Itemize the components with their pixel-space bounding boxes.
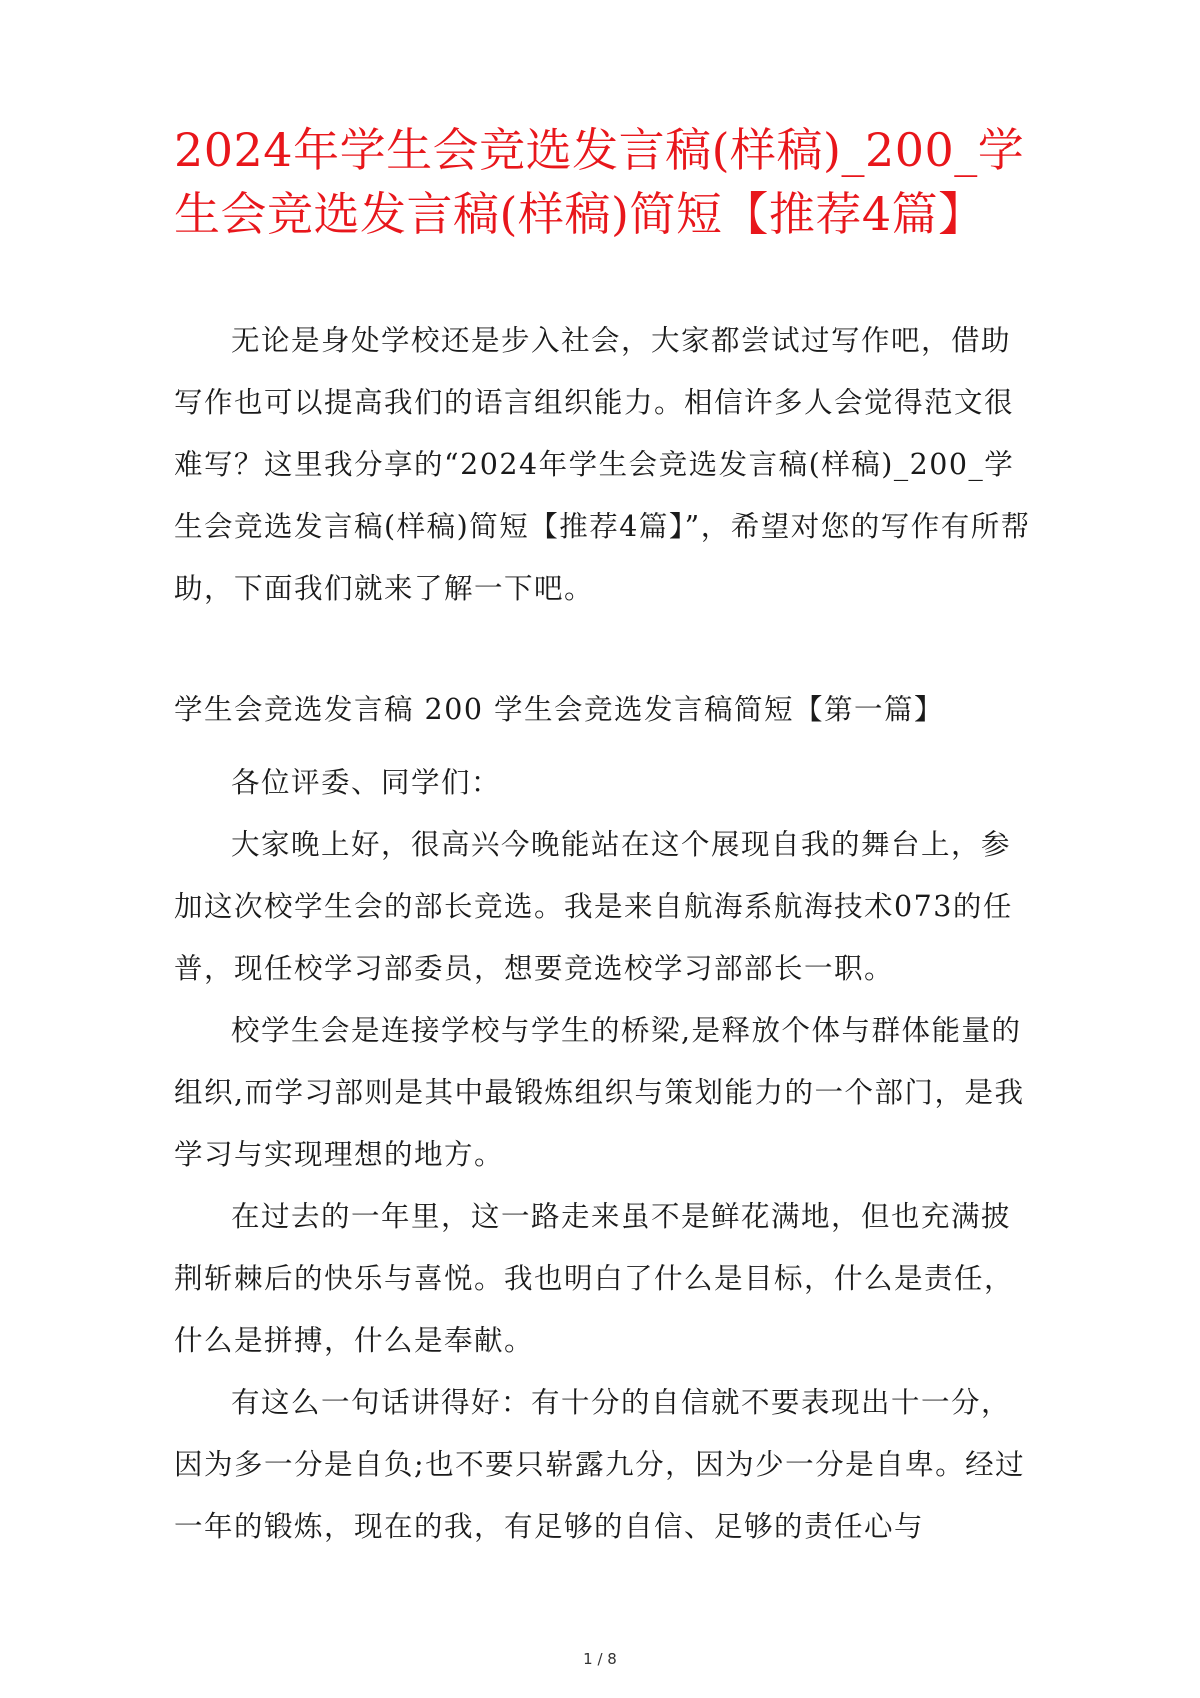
salutation-paragraph: 各位评委、同学们：: [231, 766, 502, 799]
section-heading: 学生会竞选发言稿 200 学生会竞选发言稿简短【第一篇】: [174, 693, 945, 726]
body-paragraph: 校学生会是连接学校与学生的桥梁,是释放个体与群体能量的组织,而学习部则是其中最锻炼组织与策划能力的一个部门，是我学习与实现理想的地方。: [174, 1014, 1025, 1171]
intro-paragraph: 无论是身处学校还是步入社会，大家都尝试过写作吧，借助写作也可以提高我们的语言组织能力。相信许多人会觉得范文很难写？这里我分享的“2024年学生会竞选发言稿(样稿)_200_学生会竞选发言稿(样稿)简短【推荐4篇】”，希望对您的写作有所帮助，下面我们就来了解一下吧。: [174, 324, 1031, 605]
speech-content: [174, 752, 1034, 1558]
body-paragraph: 在过去的一年里，这一路走来虽不是鲜花满地，但也充满披荆斩棘后的快乐与喜悦。我也明白了什么是目标，什么是责任，什么是拼搏，什么是奉献。: [174, 1200, 1015, 1357]
page-number: 1 / 8: [583, 1650, 617, 1668]
body-paragraph: 大家晚上好，很高兴今晚能站在这个展现自我的舞台上，参加这次校学生会的部长竞选。我是来自航海系航海技术073的任普，现任校学习部委员，想要竞选校学习部部长一职。: [174, 828, 1013, 985]
document-title: 2024年学生会竞选发言稿(样稿)_200_学生会竞选发言稿(样稿)简短【推荐4篇】: [174, 123, 1025, 241]
body-paragraph: 有这么一句话讲得好：有十分的自信就不要表现出十一分，因为多一分是自负;也不要只崭露九分，因为少一分是自卑。经过一年的锻炼，现在的我，有足够的自信、足够的责任心与: [174, 1386, 1026, 1543]
